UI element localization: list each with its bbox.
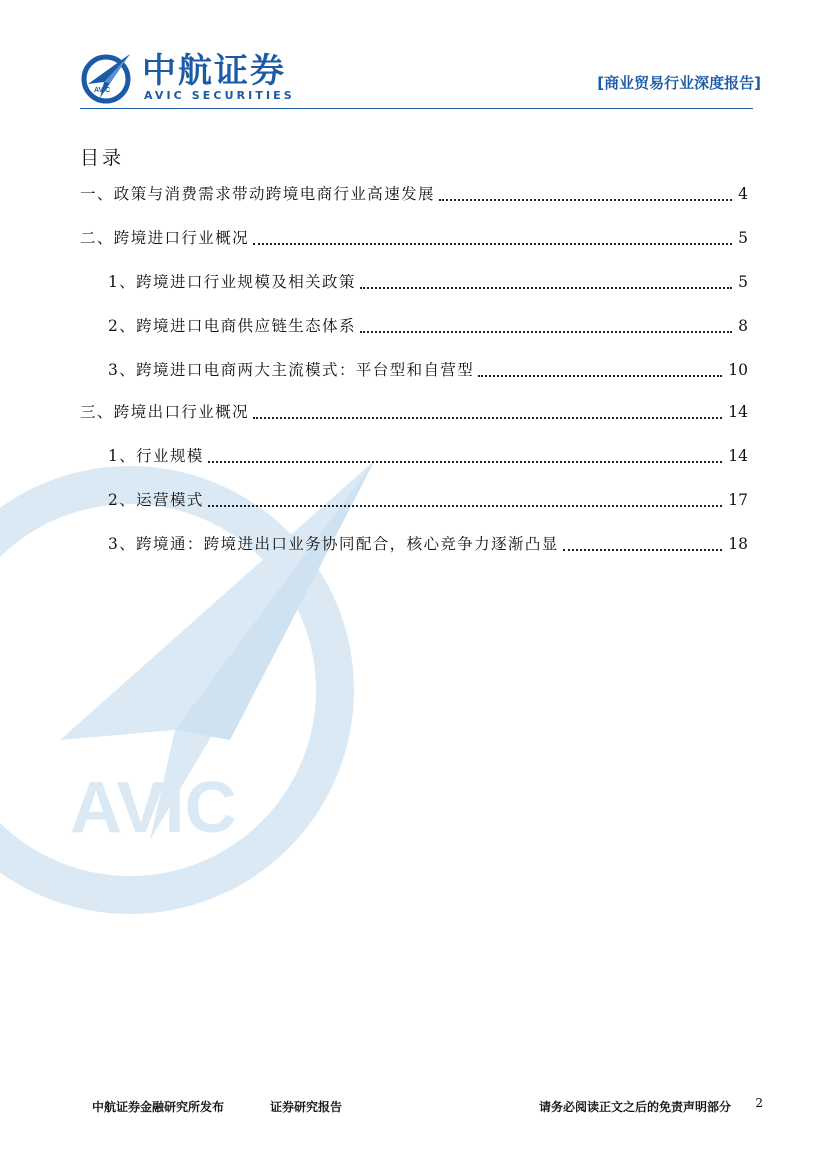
toc-entry-label: 二、跨境进口行业概况 (80, 229, 250, 247)
company-logo (80, 50, 300, 106)
toc-entry-page: 5 (738, 229, 748, 247)
toc-entry[interactable] (108, 488, 748, 514)
page-number: 2 (755, 1096, 763, 1110)
toc-entry-page: 18 (728, 535, 748, 553)
footer-disclaimer: 请务必阅读正文之后的免责声明部分 (538, 1100, 731, 1114)
toc-entry[interactable] (108, 358, 748, 384)
toc-entry-label: 3、跨境进口电商两大主流模式：平台型和自营型 (108, 361, 475, 379)
toc-leader-dots (478, 375, 722, 377)
avic-watermark (0, 440, 380, 1000)
toc-entry[interactable] (80, 400, 748, 426)
avic-logo-icon (80, 52, 132, 104)
svg-text:AVIC: AVIC (94, 87, 111, 94)
toc-entry-page: 14 (728, 447, 748, 465)
footer-report-kind: 证券研究报告 (270, 1100, 343, 1114)
watermark-text: AVIC (70, 768, 237, 848)
logo-english-name: AVIC SECURITIES (144, 89, 295, 102)
toc-entry-label: 1、行业规模 (108, 447, 204, 465)
toc-entry-label: 3、跨境通：跨境进出口业务协同配合，核心竞争力逐渐凸显 (108, 535, 559, 553)
report-type-title: [商业贸易行业深度报告] (597, 74, 761, 92)
toc-leader-dots (360, 287, 732, 289)
toc-entry[interactable] (80, 226, 748, 252)
toc-leader-dots (253, 417, 722, 419)
toc-entry-page: 8 (738, 317, 748, 335)
toc-leader-dots (563, 549, 723, 551)
toc-entry-label: 2、运营模式 (108, 491, 204, 509)
toc-entry[interactable] (108, 444, 748, 470)
toc-entry-label: 三、跨境出口行业概况 (80, 403, 250, 421)
toc-entry[interactable] (108, 314, 748, 340)
toc-leader-dots (208, 461, 723, 463)
toc-entry-page: 5 (738, 273, 748, 291)
toc-entry-page: 4 (738, 185, 748, 203)
toc-entry-label: 一、政策与消费需求带动跨境电商行业高速发展 (80, 185, 435, 203)
toc-entry-page: 14 (728, 403, 748, 421)
toc-entry-label: 1、跨境进口行业规模及相关政策 (108, 273, 356, 291)
toc-entry-page: 17 (728, 491, 748, 509)
header-divider (80, 108, 753, 109)
toc-leader-dots (360, 331, 732, 333)
toc-entry-page: 10 (728, 361, 748, 379)
toc-leader-dots (208, 505, 723, 507)
toc-entry-label: 2、跨境进口电商供应链生态体系 (108, 317, 356, 335)
page-footer (92, 1098, 763, 1120)
toc-leader-dots (439, 199, 732, 201)
toc-entry[interactable] (108, 532, 748, 558)
toc-heading: 目录 (80, 147, 125, 169)
toc-entry[interactable] (80, 182, 748, 208)
footer-publisher: 中航证券金融研究所发布 (92, 1100, 225, 1114)
logo-chinese-name: 中航证券 (142, 51, 286, 91)
toc-leader-dots (253, 243, 732, 245)
toc-entry[interactable] (108, 270, 748, 296)
